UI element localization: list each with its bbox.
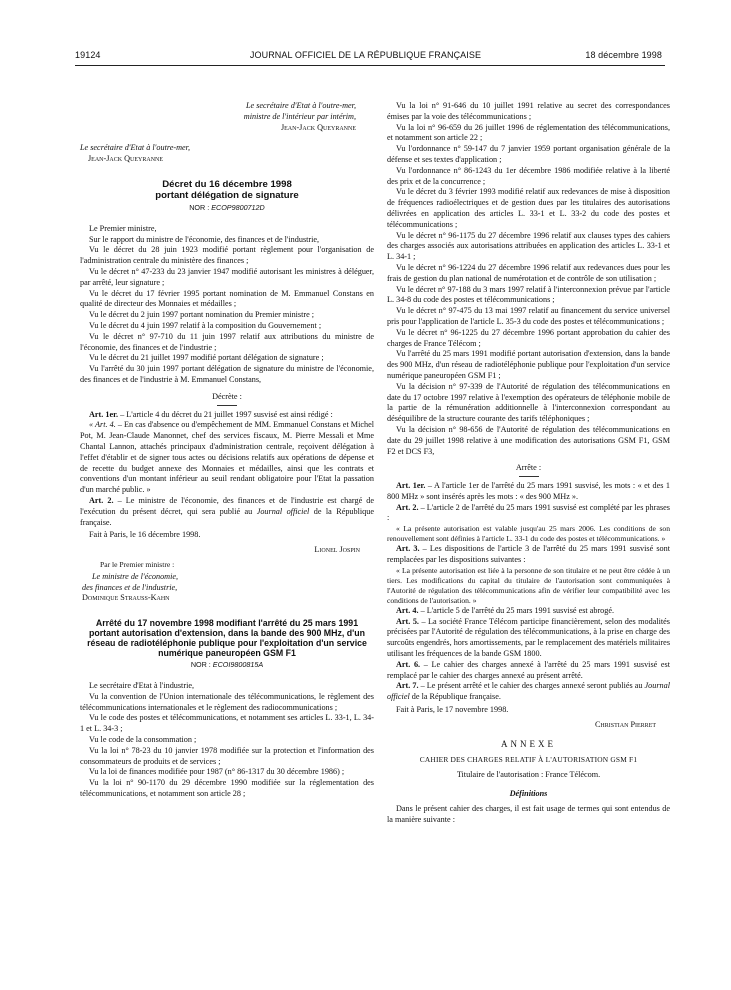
- nor-label: NOR :: [189, 202, 210, 212]
- article-text: – Le ministre de l'économie, des finances et de l'industrie est chargé de l'exécution du présent décret, qui sera publié au: [80, 495, 374, 516]
- article-5: [387, 617, 670, 660]
- signer-name: Christian Pierret: [594, 719, 656, 729]
- article-text: de la République française.: [409, 692, 501, 702]
- preamble-paragraph: Vu le décret du 2 juin 1997 portant nomination du Premier ministre ;: [89, 310, 315, 320]
- nor-code: ECOP9800712D: [211, 202, 265, 212]
- article-text: – L'article 2 de l'arrêté du 25 mars 1991 susvisé est complété par les phrases :: [387, 502, 670, 523]
- titulaire-line: Titulaire de l'autorisation : France Télécom.: [456, 770, 601, 780]
- minister-name: Dominique Strauss-Kahn: [82, 593, 170, 603]
- preamble-paragraph: Vu le décret du 3 février 1993 modifié relatif aux redevances de mise à disposition de fréquences radioélectriques et de gestion dues par les titulaires des autorisations délivrées en application des articles L. 33-1 et L. 33-2 du code des postes et télécommunications ;: [387, 187, 670, 229]
- minister-title-2: des finances et de l'industrie,: [82, 582, 178, 592]
- preamble-paragraph: Vu l'ordonnance n° 86-1243 du 1er décembre 1986 modifiée relative à la liberté des prix et de la concurrence ;: [387, 165, 670, 186]
- signature-block-second: [80, 143, 374, 165]
- article-text: – La société France Télécom participe financièrement, selon des modalités précisées par l'Autorité de régulation des télécommunications, à la prise en charge des surcoûts engendrés, hors amortissements, par le remplacement des matériels militaires utilisant les fréquences de la bande GSM 1800.: [387, 616, 670, 659]
- signature-name: Jean-Jack Queyranne: [88, 154, 164, 164]
- issue-date: 18 décembre 1998: [585, 50, 662, 60]
- article-2: [80, 496, 374, 528]
- preamble-paragraph: Vu la décision n° 97-339 de l'Autorité de régulation des télécommunications en date du 17 octobre 1997 relative à l'exemption des opérateurs de téléphonie mobile de la partie de la rémunération additionnelle à l'interconnexion correspondant au déséquilibre de la structure courante des tarifs téléphoniques ;: [387, 381, 670, 424]
- preamble-paragraph: Vu le code des postes et télécommunications, et notamment ses articles L. 33-1, L. 34-1 et L. 34-3 ;: [80, 713, 374, 734]
- signer-name: Lionel Jospin: [314, 545, 360, 555]
- preamble-paragraph: Vu la loi n° 96-659 du 26 juillet 1996 de réglementation des télécommunications, et notamment son article 22 ;: [387, 122, 670, 143]
- article-label: Art. 5.: [396, 616, 419, 626]
- article-1: [387, 481, 670, 503]
- arrete-title: Arrêté du 17 novembre 1998 modifiant l'arrêté du 25 mars 1991 portant autorisation d'extension, dans la bande des 900 MHz, d'un réseau de radiotéléphonie publique pour l'exploitation d'un service numérique paneuropéen GSM F1: [87, 618, 367, 659]
- article-2: [387, 503, 670, 525]
- article-label: Art. 1er.: [396, 481, 426, 491]
- article-text: – A l'article 1er de l'arrêté du 25 mars 1991 susvisé, les mots : « et des 1 800 MHz » sont insérés après les mots : « des 900 MHz ».: [387, 481, 670, 501]
- preamble-paragraph: Vu le décret du 21 juillet 1997 modifié portant délégation de signature ;: [89, 353, 324, 363]
- article-label: Art. 2.: [89, 495, 114, 505]
- article-text: – Le présent arrêté et le cahier des charges annexé seront publiés au: [418, 681, 645, 691]
- article-2-quote: « La présente autorisation est valable jusqu'au 25 mars 2006. Les conditions de son renouvellement sont définies à l'article L. 33-1 du code des postes et télécommunications. »: [387, 524, 670, 544]
- article-label: Art. 2.: [396, 502, 419, 512]
- annexe-heading: ANNEXE: [501, 738, 556, 749]
- preamble-paragraph: Vu le décret n° 97-475 du 13 mai 1997 relatif au financement du service universel pris pour l'application de l'article L. 35-3 du code des postes et télécommunications ;: [387, 306, 670, 326]
- preamble-paragraph: Vu la loi n° 90-1170 du 29 décembre 1990 modifiée sur la réglementation des télécommunications, et notamment son article 28 ;: [80, 778, 374, 799]
- article-7: [387, 681, 670, 703]
- header-rule: [75, 65, 665, 66]
- minister-title: Le ministre de l'économie,: [92, 571, 179, 581]
- journal-title: JOURNAL OFFICIEL DE LA RÉPUBLIQUE FRANÇAISE: [249, 50, 482, 60]
- page-header: [0, 50, 731, 64]
- preamble-paragraph: Vu le décret du 28 juin 1923 modifié portant règlement pour l'organisation de l'administration centrale du ministère des finances ;: [80, 245, 374, 266]
- preamble-paragraph: Vu le décret n° 97-188 du 3 mars 1997 relatif à l'interconnexion prévue par l'article L. 34-8 du code des postes et télécommunications ;: [387, 284, 670, 305]
- decree-title: [80, 179, 374, 201]
- preamble-paragraph: Vu le décret du 4 juin 1997 relatif à la composition du Gouvernement ;: [89, 320, 322, 330]
- done-at: Fait à Paris, le 16 décembre 1998.: [89, 530, 201, 540]
- article-label: Art. 4.: [396, 605, 419, 615]
- quote-label: « Art. 4.: [89, 420, 116, 430]
- decree-title-line: Décret du 16 décembre 1998: [162, 178, 292, 190]
- article-text: – L'article 4 du décret du 21 juillet 1997 susvisé est ainsi rédigé :: [118, 409, 333, 419]
- nor-label: NOR :: [190, 660, 211, 670]
- article-4-quote: [80, 420, 374, 496]
- preamble-paragraph: Vu le décret du 17 février 1995 portant nomination de M. Emmanuel Constans en qualité de directeur des Monnaies et médailles ;: [80, 288, 374, 309]
- decrete-heading: Décrète :: [212, 391, 242, 401]
- preamble-paragraph: Vu l'arrêté du 30 juin 1997 portant délégation de signature du ministre de l'économie, des finances et de l'industrie à M. Emmanuel Constans,: [80, 364, 374, 384]
- article-text: – L'article 5 de l'arrêté du 25 mars 1991 susvisé est abrogé.: [418, 605, 615, 615]
- article-label: Art. 6.: [396, 659, 421, 669]
- nor-reference: [80, 660, 374, 671]
- article-label: Art. 1er.: [89, 409, 119, 419]
- preamble-paragraph: Vu le décret n° 47-233 du 23 janvier 1947 modifié autorisant les ministres à déléguer, par arrêté, leur signature ;: [80, 266, 374, 287]
- preamble-paragraph: Vu le décret n° 96-1224 du 27 décembre 1996 relatif aux redevances dues pour les frais de gestion du plan national de numérotation et de contrôle de son utilisation ;: [387, 262, 670, 283]
- arrete-heading: Arrête :: [515, 463, 542, 473]
- journal-ref: Journal officiel: [387, 681, 671, 702]
- decree-preamble: [80, 224, 374, 386]
- preamble-paragraph: Sur le rapport du ministre de l'économie, des finances et de l'industrie,: [89, 234, 320, 244]
- preamble-paragraph: Vu la loi n° 78-23 du 10 janvier 1978 modifiée sur la protection et l'information des consommateurs de produits et de services ;: [80, 745, 374, 766]
- decree-title-line: portant délégation de signature: [155, 189, 299, 201]
- article-6: [387, 660, 670, 682]
- page-number: 19124: [75, 50, 101, 60]
- separator: [519, 476, 539, 477]
- article-4: [387, 606, 670, 617]
- preamble-paragraph: Vu la convention de l'Union internationale des télécommunications, le règlement des télécommunications internationales et le règlement des radiocommunications ;: [80, 691, 374, 712]
- preamble-paragraph: Vu l'ordonnance n° 59-147 du 7 janvier 1959 portant organisation générale de la défense et ses textes d'application ;: [387, 144, 670, 164]
- preamble-paragraph: Vu le décret n° 96-1175 du 27 décembre 1996 relatif aux clauses types des cahiers des charges associés aux autorisations attribuées en application des articles L. 33-1 et L. 34-1 ;: [387, 230, 670, 262]
- definitions-intro: Dans le présent cahier des charges, il est fait usage de termes qui sont entendus de la manière suivante :: [387, 803, 670, 824]
- article-label: Art. 3.: [396, 544, 420, 554]
- definitions-heading: Définitions: [509, 789, 548, 799]
- arrete-preamble: [80, 681, 374, 800]
- by-pm: Par le Premier ministre :: [100, 559, 175, 569]
- preamble-paragraph: Vu la loi n° 91-646 du 10 juillet 1991 relative au secret des correspondances émises par la voie des télécommunications ;: [387, 101, 670, 121]
- signature-block-top: [80, 101, 374, 133]
- done-at: Fait à Paris, le 17 novembre 1998.: [396, 705, 509, 715]
- nor-code: ECOI9800815A: [212, 660, 264, 670]
- article-text: – Le cahier des charges annexé à l'arrêté du 25 mars 1991 susvisé est remplacé par le cahier des charges annexé au présent arrêté.: [387, 659, 670, 680]
- cahier-heading: CAHIER DES CHARGES RELATIF À L'AUTORISATION GSM F1: [419, 755, 638, 765]
- separator: [217, 405, 237, 406]
- signature-title: Le secrétaire d'Etat à l'outre-mer,: [246, 101, 356, 110]
- preamble-paragraph: Vu l'arrêté du 25 mars 1991 modifié portant autorisation d'extension, dans la bande des 900 MHz, d'un réseau de radiotéléphonie publique pour l'exploitation d'un service numérique paneuropéen GSM F1 ;: [387, 349, 670, 380]
- left-column: [80, 101, 374, 800]
- preamble-paragraph: Vu la décision n° 98-656 de l'Autorité de régulation des télécommunications en date du 29 juillet 1998 relative à une modification des autorisations GSM F1, GSM F2 et DCS F3,: [387, 424, 670, 456]
- article-text: de la République française.: [80, 506, 374, 527]
- arrete-preamble-continued: [387, 101, 670, 457]
- article-label: Art. 7.: [396, 681, 419, 691]
- preamble-paragraph: Vu la loi de finances modifiée pour 1987 (n° 86-1317 du 30 décembre 1986) ;: [89, 767, 345, 777]
- preamble-paragraph: Le Premier ministre,: [89, 223, 157, 233]
- right-column: [387, 101, 670, 825]
- article-3-quote: « La présente autorisation est liée à la personne de son titulaire et ne peut être cédée à un tiers. Les modifications du capital du titulaire de l'autorisation sont communiquées à l'Autorité de régulation des télécommunications afin de vérifier leur compatibilité avec les conditions de l'autorisation. »: [387, 565, 670, 605]
- preamble-paragraph: Vu le décret n° 97-710 du 11 juin 1997 relatif aux attributions du ministre de l'économie, des finances et de l'industrie ;: [80, 331, 374, 352]
- preamble-paragraph: Vu le décret n° 96-1225 du 27 décembre 1996 portant approbation du cahier des charges de France Télécom ;: [387, 327, 670, 348]
- signature-name: Jean-Jack Queyranne: [280, 122, 356, 132]
- preamble-paragraph: Vu le code de la consommation ;: [89, 735, 197, 745]
- article-text: – Les dispositions de l'article 3 de l'arrêté du 25 mars 1991 susvisé sont remplacées par les dispositions suivantes :: [387, 544, 670, 565]
- signature-title: Le secrétaire d'Etat à l'outre-mer,: [80, 143, 190, 153]
- article-3: [387, 544, 670, 566]
- quote-text: – En cas d'absence ou d'empêchement de MM. Emmanuel Constans et Michel Pot, M. Jean-Claude Manonnet, chef des services fiscaux, M. Pierre Messali et Mme Chantal Lannon, attachés principaux d'administration centrale, reçoivent délégation à l'effet d'établir et de signer tous actes ou décisions relatifs aux opérations de dépense et de recette du budget annexe des Monnaies et médailles, ainsi que les contrats et conventions d'un montant inférieur au seuil rendant obligatoire pour l'Etat la passation d'un marché public. »: [80, 420, 374, 495]
- article-1: [80, 410, 374, 421]
- signature-title-2: ministre de l'intérieur par intérim,: [243, 111, 356, 121]
- journal-ref: Journal officiel: [256, 506, 310, 516]
- preamble-paragraph: Le secrétaire d'Etat à l'industrie,: [89, 681, 195, 691]
- nor-reference: [80, 203, 374, 214]
